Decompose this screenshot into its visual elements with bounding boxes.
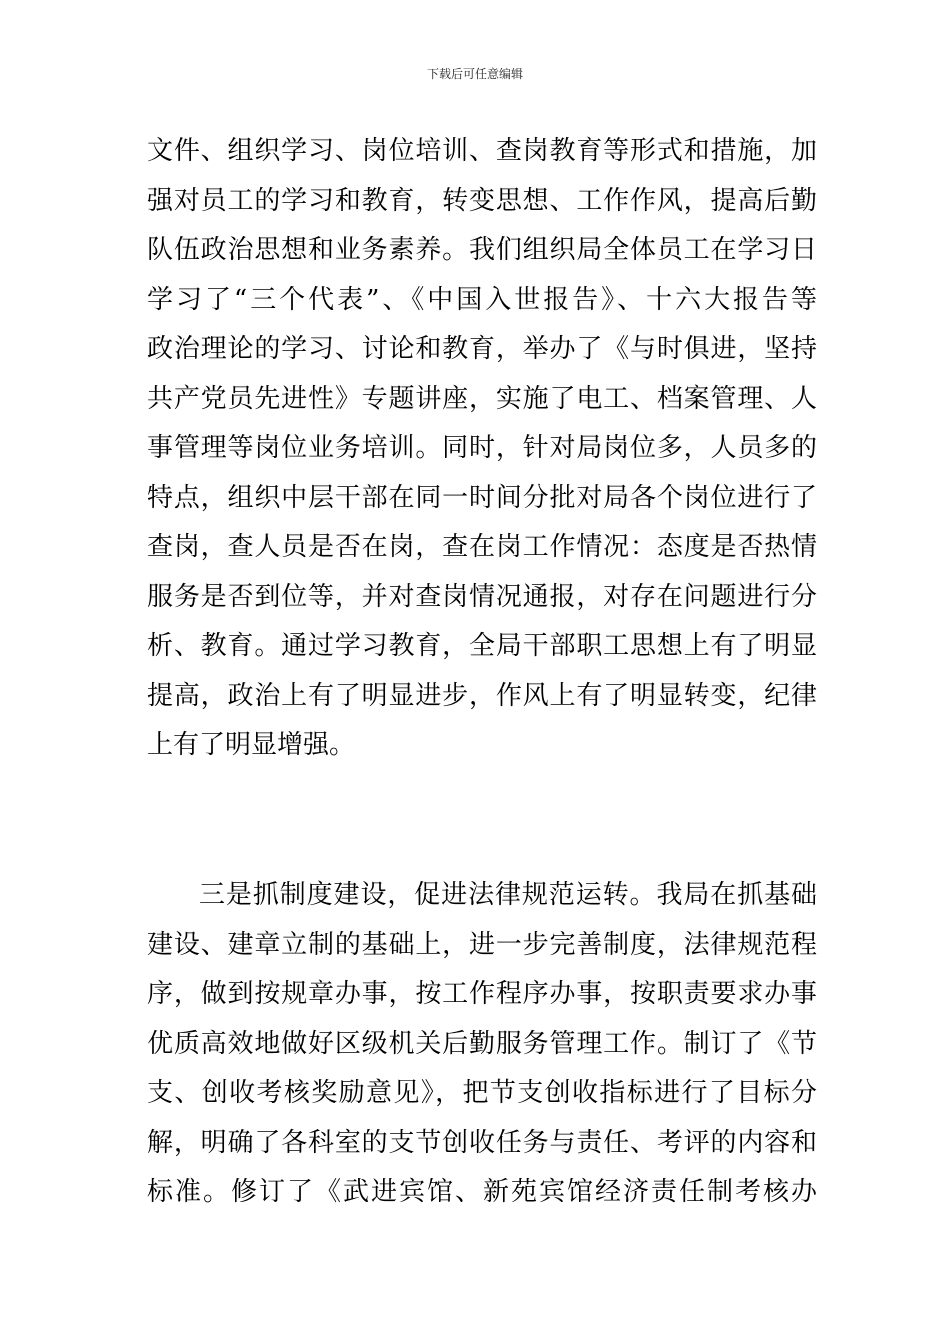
paragraph [147, 871, 817, 1218]
text-line: 序，做到按规章办事，按工作程序办事，按职责要求办事 [147, 979, 817, 1009]
text-line: 标准。修订了《武进宾馆、新苑宾馆经济责任制考核办 [147, 1177, 817, 1207]
text-line: 服务是否到位等，并对查岗情况通报，对存在问题进行分 [147, 581, 817, 612]
text-line: 共产党员先进性》专题讲座，实施了电工、档案管理、人 [147, 383, 817, 414]
text-line: 支、创收考核奖励意见》，把节支创收指标进行了目标分 [147, 1078, 817, 1108]
text-line: 政治理论的学习、讨论和教育，举办了《与时俱进，坚持 [147, 334, 817, 364]
text-line: 队伍政治思想和业务素养。我们组织局全体员工在学习日 [147, 235, 817, 265]
text-line: 文件、组织学习、岗位培训、查岗教育等形式和措施，加 [147, 136, 817, 166]
text-line: 事管理等岗位业务培训。同时，针对局岗位多，人员多的 [147, 433, 817, 463]
text-line: 查岗，查人员是否在岗，查在岗工作情况：态度是否热情 [147, 532, 817, 562]
text-line: 学习了“三个代表”、《中国入世报告》、十六大报告等 [147, 284, 817, 315]
text-line: 解，明确了各科室的支节创收任务与责任、考评的内容和 [147, 1127, 817, 1158]
text-line: 强对员工的学习和教育，转变思想、工作作风，提高后勤 [147, 185, 817, 216]
text-line: 特点，组织中层干部在同一时间分批对局各个岗位进行了 [147, 482, 817, 513]
text-line: 提高，政治上有了明显进步，作风上有了明显转变，纪律 [147, 680, 817, 711]
paragraph [147, 127, 817, 771]
text-line: 析、教育。通过学习教育，全局干部职工思想上有了明显 [147, 631, 817, 661]
text-line: 三是抓制度建设，促进法律规范运转。我局在抓基础 [199, 880, 817, 910]
text-line: 优质高效地做好区级机关后勤服务管理工作。制订了《节 [147, 1028, 817, 1059]
text-line: 上有了明显增强。 [147, 730, 356, 760]
text-line: 建设、建章立制的基础上，进一步完善制度，法律规范程 [147, 929, 817, 960]
page-header: 下载后可任意编辑 [426, 67, 523, 81]
